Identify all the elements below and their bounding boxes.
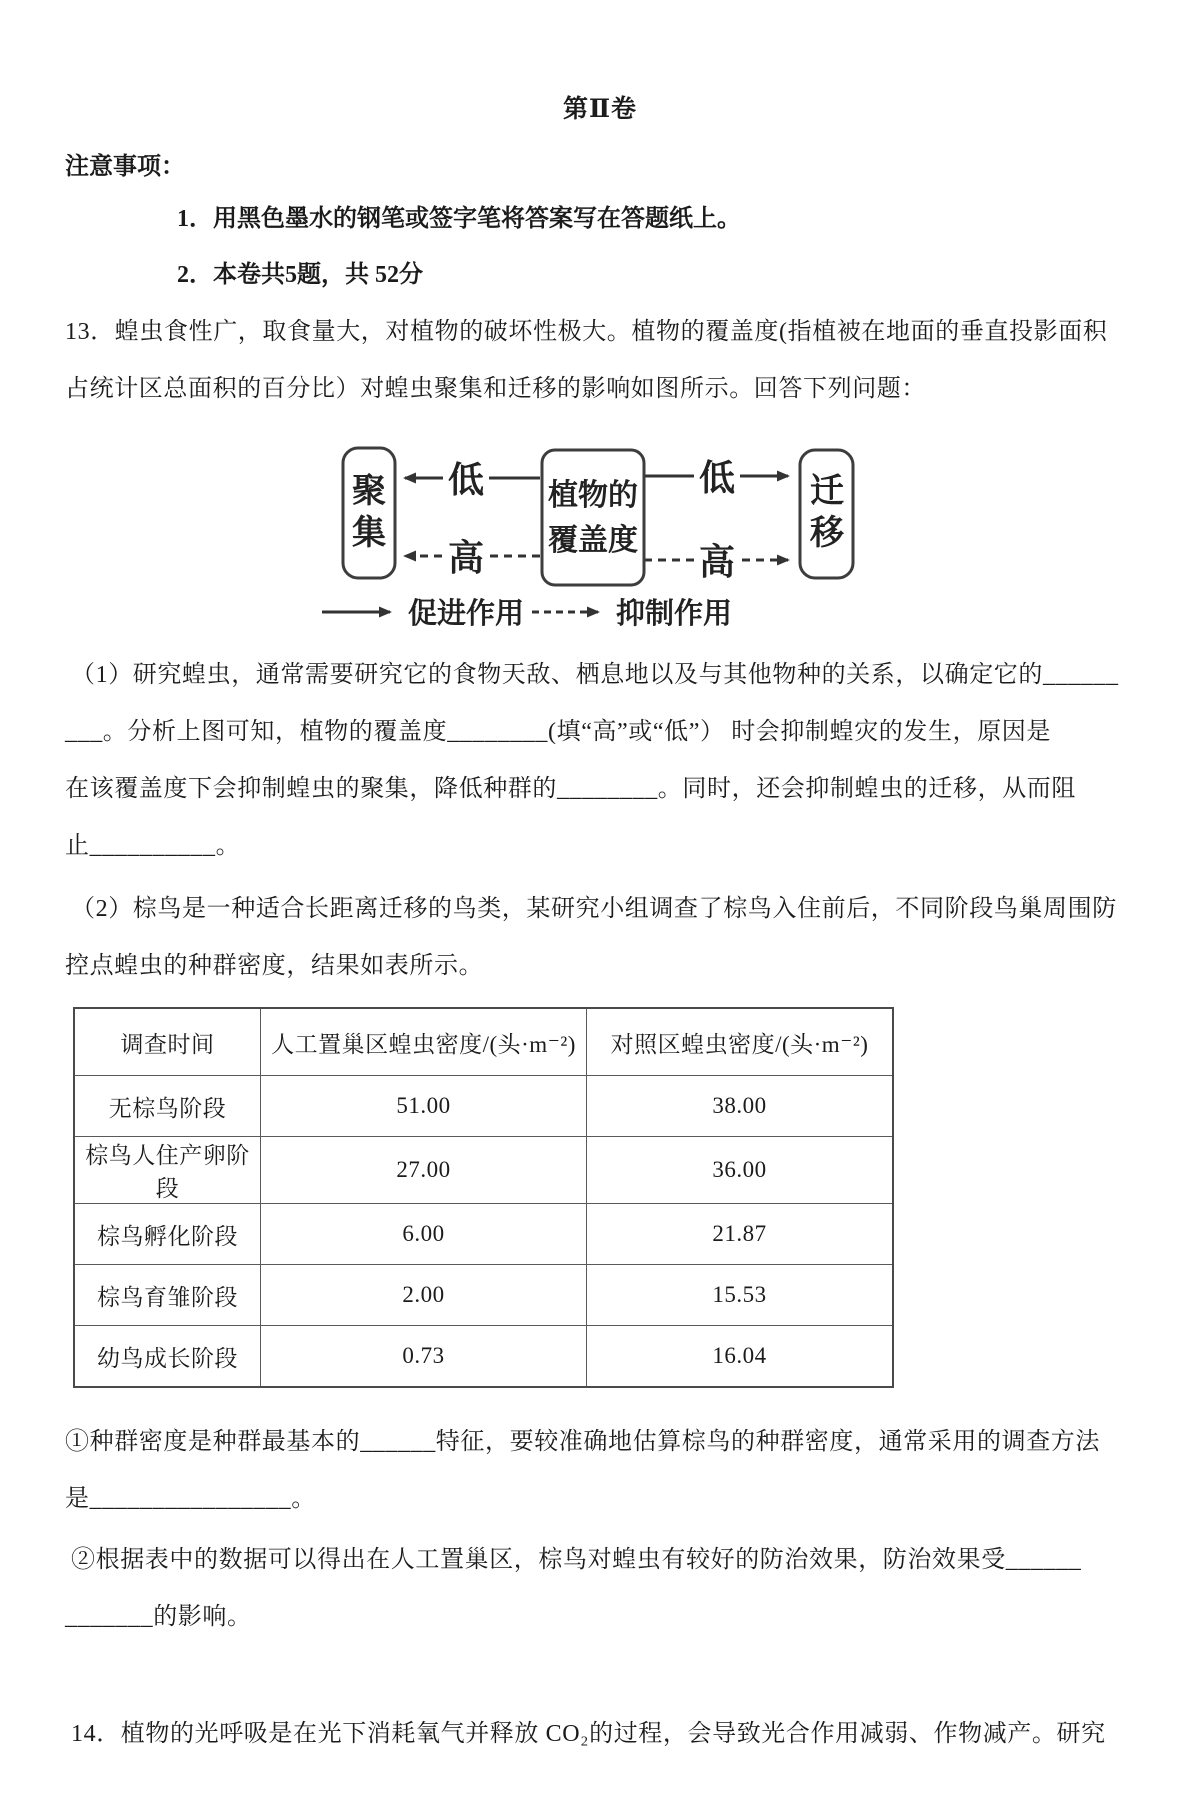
nest-value-cell: 6.00 <box>261 1204 587 1265</box>
migration-char-1: 迁 <box>810 473 844 510</box>
stage-cell: 无棕鸟阶段 <box>74 1076 261 1137</box>
locust-density-table <box>73 1007 894 1388</box>
notice-item-2: 2．本卷共5题，共 52分 <box>177 262 423 288</box>
stage-cell: 棕鸟人住产卵阶段 <box>74 1137 261 1204</box>
q13-sub2-line-1: ②根据表中的数据可以得出在人工置巢区，棕鸟对蝗虫有较好的防治效果，防治效果受______ <box>71 1547 1082 1573</box>
control-value-cell: 21.87 <box>587 1204 894 1265</box>
nest-value-cell: 0.73 <box>261 1326 587 1388</box>
table-header-row <box>74 1008 893 1076</box>
q13-intro-line-1: 13．蝗虫食性广，取食量大，对植物的破坏性极大。植物的覆盖度(指植被在地面的垂直投影面积 <box>65 319 1108 345</box>
q13-sub1-line-1: ①种群密度是种群最基本的______特征，要较准确地估算棕鸟的种群密度，通常采用的调查方法 <box>65 1429 1100 1455</box>
question-13-sub1 <box>65 1414 1135 1528</box>
header-survey-time: 调查时间 <box>74 1008 261 1076</box>
diagram-svg <box>310 420 870 635</box>
label-high-right: 高 <box>698 542 736 582</box>
question-13-part1 <box>65 647 1135 875</box>
q13-part1-line-4: 止__________。 <box>65 833 241 859</box>
question-13-sub2 <box>65 1532 1135 1646</box>
question-14-intro <box>65 1706 1135 1763</box>
question-13-intro <box>65 304 1135 418</box>
nest-value-cell: 51.00 <box>261 1076 587 1137</box>
aggregation-char-1: 聚 <box>352 473 386 510</box>
label-low-right: 低 <box>698 458 736 498</box>
header-control-density: 对照区蝗虫密度/(头·m⁻²) <box>587 1008 894 1076</box>
notice-item-1: 1．用黑色墨水的钢笔或签字笔将答案写在答题纸上。 <box>177 206 741 232</box>
control-value-cell: 38.00 <box>587 1076 894 1137</box>
q13-part1-line-1: （1）研究蝗虫，通常需要研究它的食物天敌、栖息地以及与其他物种的关系，以确定它的______ <box>71 662 1119 688</box>
coverage-line-1: 植物的 <box>548 479 638 512</box>
q13-intro-line-2: 占统计区总面积的百分比）对蝗虫聚集和迁移的影响如图所示。回答下列问题： <box>65 376 926 402</box>
table-row <box>74 1076 893 1137</box>
q13-part1-line-2: ___。分析上图可知，植物的覆盖度________(填“高”或“低”） 时会抑制蝗灾的发生，原因是 <box>65 719 1051 745</box>
control-value-cell: 36.00 <box>587 1137 894 1204</box>
aggregation-char-2: 集 <box>352 515 386 552</box>
question-13-part2 <box>65 881 1135 995</box>
table-row <box>74 1326 893 1388</box>
stage-cell: 棕鸟育雏阶段 <box>74 1265 261 1326</box>
page-title: 第Ⅱ卷 <box>562 96 638 123</box>
q13-part2-line-1: （2）棕鸟是一种适合长距离迁移的鸟类，某研究小组调查了棕鸟入住前后，不同阶段鸟巢周围防 <box>71 896 1117 922</box>
table-row <box>74 1265 893 1326</box>
coverage-box <box>542 450 644 585</box>
migration-char-2: 移 <box>810 515 844 552</box>
q13-part1-line-3: 在该覆盖度下会抑制蝗虫的聚集，降低种群的________。同时，还会抑制蝗虫的迁移，从而阻 <box>65 776 1076 802</box>
table-row <box>74 1204 893 1265</box>
stage-cell: 幼鸟成长阶段 <box>74 1326 261 1388</box>
control-value-cell: 15.53 <box>587 1265 894 1326</box>
aggregation-box <box>343 448 395 578</box>
header-nest-density: 人工置巢区蝗虫密度/(头·m⁻²) <box>261 1008 587 1076</box>
nest-value-cell: 2.00 <box>261 1265 587 1326</box>
nest-value-cell: 27.00 <box>261 1137 587 1204</box>
notice-heading: 注意事项： <box>65 154 185 180</box>
label-high-left: 高 <box>447 538 485 578</box>
q13-sub2-line-2: _______的影响。 <box>65 1604 252 1630</box>
q13-sub1-line-2: 是________________。 <box>65 1486 316 1512</box>
q14-intro-line-1: 14．植物的光呼吸是在光下消耗氧气并释放 CO₂的过程，会导致光合作用减弱、作物减产。研究 <box>71 1721 1106 1747</box>
control-value-cell: 16.04 <box>587 1326 894 1388</box>
label-low-left: 低 <box>447 460 485 500</box>
legend-promote-label: 促进作用 <box>408 598 525 630</box>
q13-part2-line-2: 控点蝗虫的种群密度，结果如表所示。 <box>65 953 484 979</box>
coverage-effect-diagram <box>310 420 1135 635</box>
legend-inhibit-label: 抑制作用 <box>616 598 733 630</box>
coverage-line-2: 覆盖度 <box>548 524 638 557</box>
stage-cell: 棕鸟孵化阶段 <box>74 1204 261 1265</box>
migration-box <box>800 450 853 578</box>
table-row <box>74 1137 893 1204</box>
